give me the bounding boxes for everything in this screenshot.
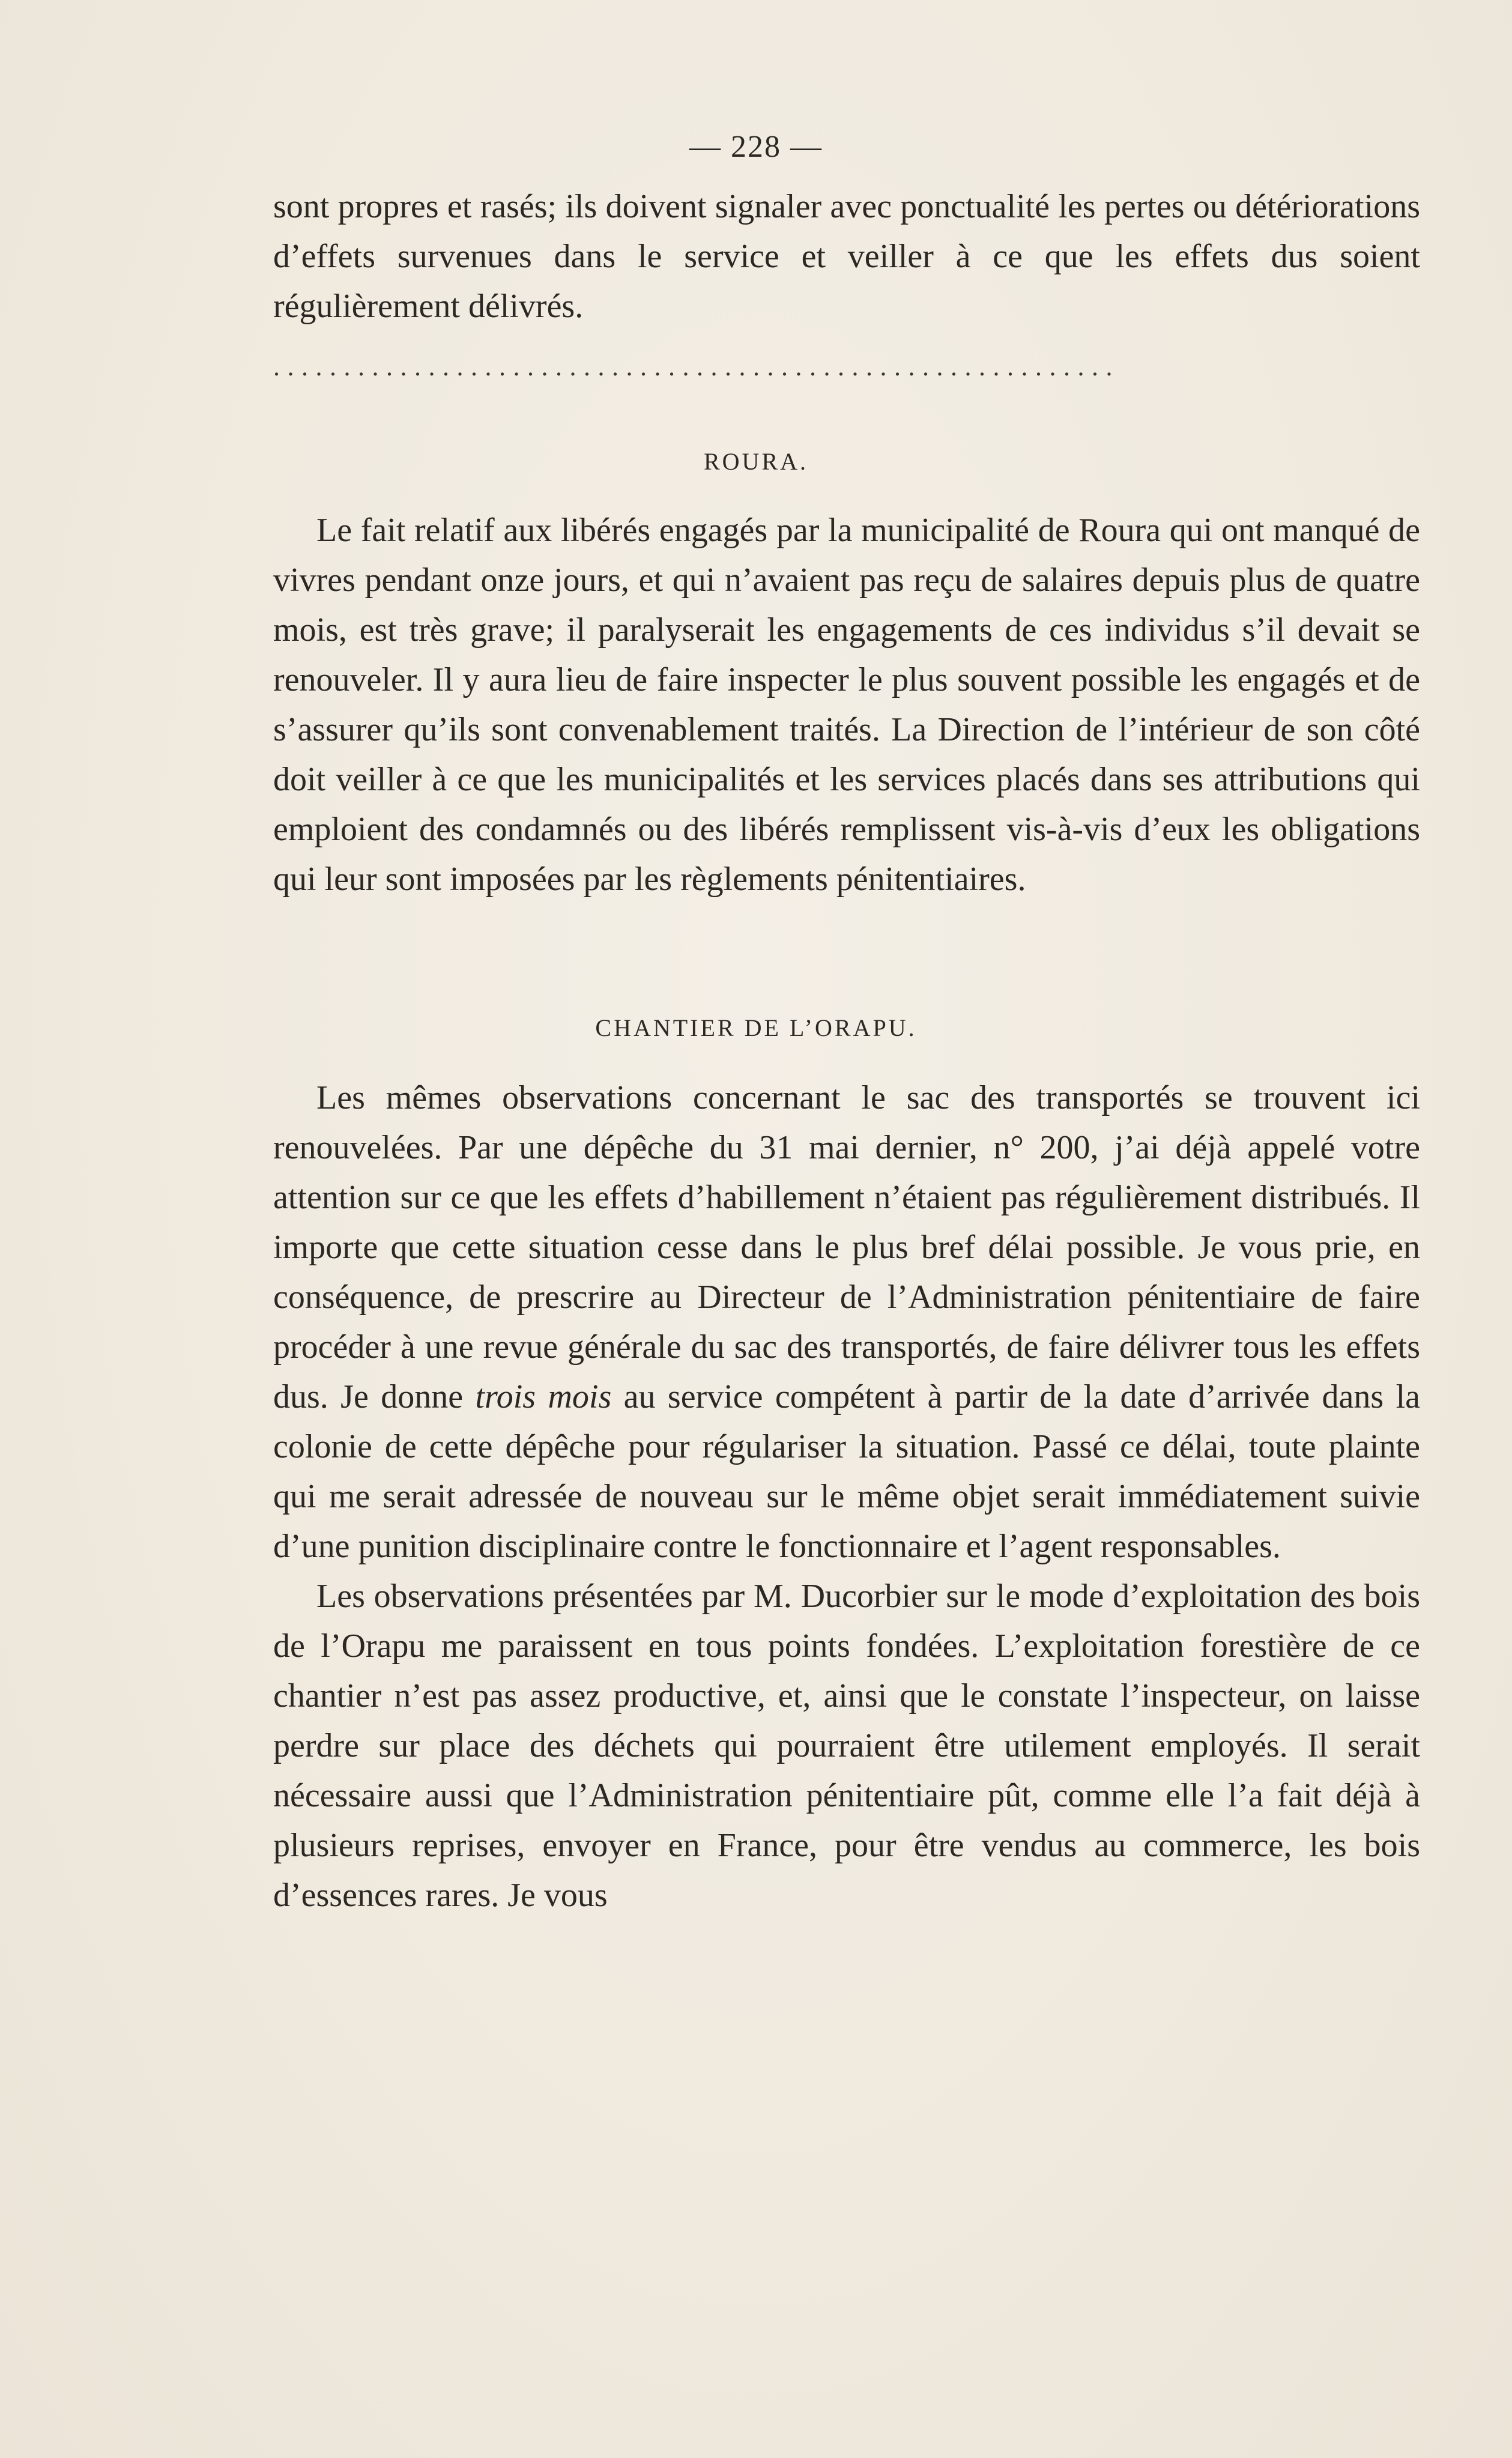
paragraph-chantier-1-part-b: au service compétent à partir de la date d’arrivée dans la colonie de cette dépêche pour régulariser la situation. Passé ce délai, toute plainte qui me serait adressée de nouveau sur le même objet serait immédiatement suivie d’une punition disciplinaire contre le fonctionnaire et l’agent responsables. bbox=[273, 1378, 1421, 1565]
continuation-paragraph bbox=[273, 182, 1420, 331]
page-number: — 228 — bbox=[689, 130, 823, 164]
section-heading-roura: ROURA. bbox=[703, 448, 809, 475]
paragraph-chantier-1 bbox=[273, 1073, 1420, 1572]
ellipsis-separator: ............................................................ bbox=[273, 352, 1120, 381]
paragraph-roura: Le fait relatif aux libérés engagés par la municipalité de Roura qui ont manqué de vivres pendant onze jours, et qui n’avaient pas reçu de salaires depuis plus de quatre mois, est très grave; il paralyserait les engagements de ces individus s’il devait se renouveler. Il y aura lieu de faire inspecter le plus souvent possible les engagés et de s’assurer qu’ils sont convenablement traités. La Direction de l’intérieur de son côté doit veiller à ce que les municipalités et les services placés dans ses attributions qui emploient des condamnés ou des libérés remplissent vis-à-vis d’eux les obligations qui leur sont imposées par les règlements pénitentiaires. bbox=[273, 512, 1420, 898]
emphasis-trois-mois: trois mois bbox=[475, 1378, 612, 1415]
section-heading-chantier: CHANTIER DE L’ORAPU. bbox=[595, 1014, 917, 1041]
continuation-text: sont propres et rasés; ils doivent signaler avec ponctualité les pertes ou détériorations d’effets survenues dans le service et veiller à ce que les effets dus soient régulièrement délivrés. bbox=[273, 188, 1420, 325]
section-body-roura bbox=[273, 506, 1420, 904]
paragraph-chantier-1-part-a: Les mêmes observations concernant le sac des transportés se trouvent ici renouvelées. Par une dépêche du 31 mai dernier, n° 200, j’ai déjà appelé votre attention sur ce que les effets d’habillement n’étaient pas régulièrement distribués. Il importe que cette situation cesse dans le plus bref délai possible. Je vous prie, en conséquence, de prescrire au Directeur de l’Administration pénitentiaire de faire procéder à une revue générale du sac des transportés, de faire délivrer tous les effets dus. Je donne bbox=[273, 1079, 1420, 1415]
section-body-chantier bbox=[273, 1073, 1420, 1921]
paragraph-chantier-2: Les observations présentées par M. Ducorbier sur le mode d’exploitation des bois de l’Orapu me paraissent en tous points fondées. L’exploitation forestière de ce chantier n’est pas assez productive, et, ainsi que le constate l’inspecteur, on laisse perdre sur place des déchets qui pourraient être utilement employés. Il serait nécessaire aussi que l’Administration pénitentiaire pût, comme elle l’a fait déjà à plusieurs reprises, envoyer en France, pour être vendus au commerce, les bois d’essences rares. Je vous bbox=[273, 1578, 1420, 1914]
